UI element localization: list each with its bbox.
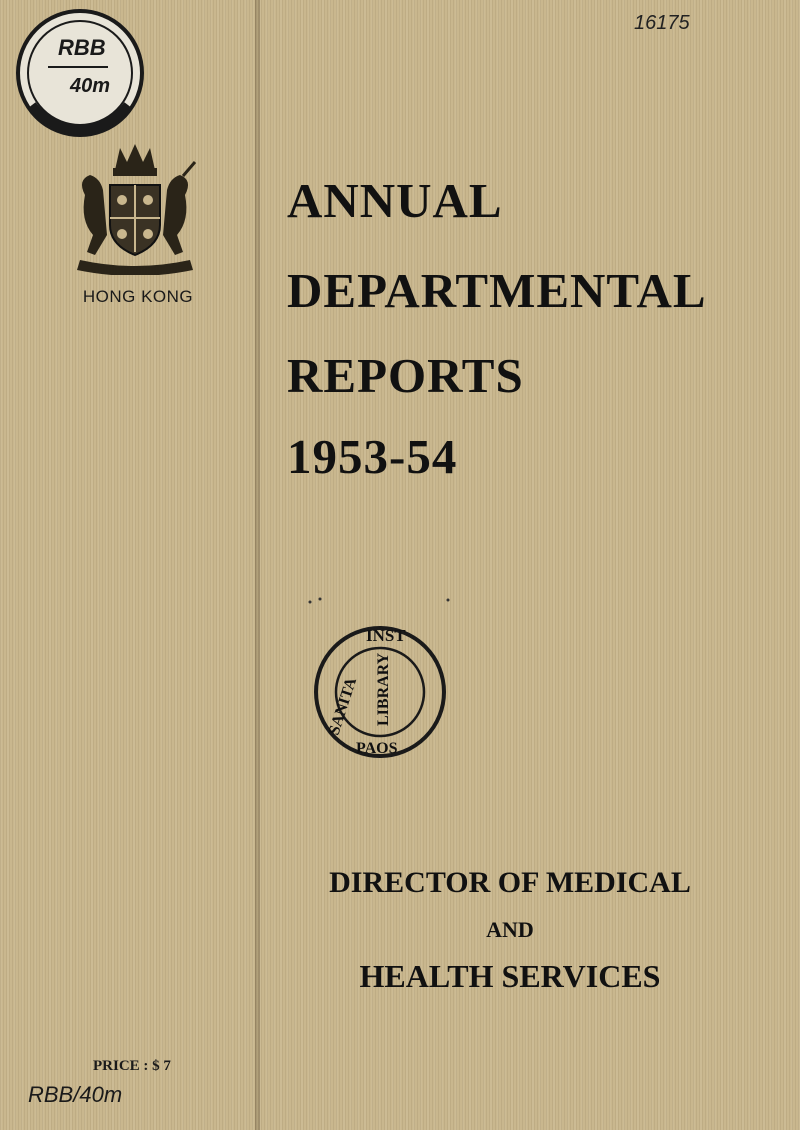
price-label: PRICE : $ 7	[93, 1058, 171, 1074]
department-line-3: HEALTH SERVICES	[359, 958, 661, 994]
title-line-1: ANNUAL	[287, 173, 503, 228]
department-line-2: AND	[486, 917, 534, 942]
handwritten-shelfmark: RBB/40m	[28, 1082, 123, 1107]
seal-top-text: INST	[366, 626, 406, 645]
stamp-line1: RBB	[58, 35, 106, 60]
title-line-3: REPORTS	[287, 348, 524, 403]
seal-left-text: SANITA	[325, 675, 361, 738]
accession-number: 16175	[634, 12, 690, 34]
seal-icon	[298, 596, 464, 776]
department-line-1: DIRECTOR OF MEDICAL	[329, 866, 691, 899]
title-year: 1953-54	[287, 429, 458, 484]
spine-divider	[255, 0, 260, 1130]
seal-bottom-text: PAOS	[356, 740, 398, 757]
library-stamp	[10, 5, 150, 145]
seal-center-text: LIBRARY	[375, 652, 392, 726]
crest-label: HONG KONG	[82, 287, 194, 306]
crest-icon	[65, 140, 205, 275]
coat-of-arms	[65, 140, 205, 275]
stamp-line2: 40m	[70, 75, 111, 97]
left-panel	[0, 0, 255, 1130]
library-seal	[298, 596, 464, 776]
title-line-2: DEPARTMENTAL	[287, 263, 707, 318]
